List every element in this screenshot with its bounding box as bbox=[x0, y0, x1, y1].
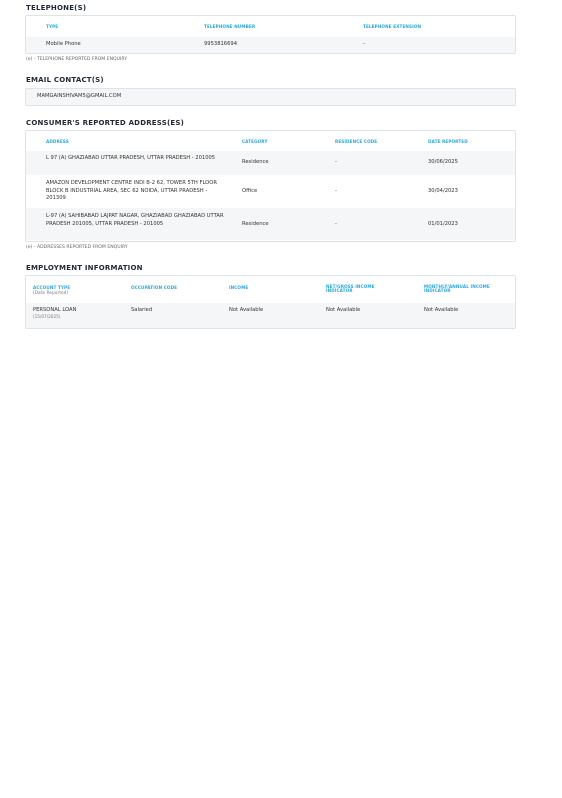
table-row bbox=[26, 175, 515, 208]
col-header-account-type bbox=[33, 285, 70, 296]
address-text: AMAZON DEVELOPMENT CENTRE INDI B-2 62, TOWER 5TH FLOOR BLOCK B INDUSTRIAL AREA, SEC 62 NOIDA, UTTAR PRADESH - 201309 bbox=[46, 180, 217, 202]
employment-monthly-annual: Not Available bbox=[424, 307, 459, 313]
address-residence-code: - bbox=[335, 221, 337, 227]
address-date-reported: 30/06/2025 bbox=[428, 159, 458, 165]
emails-table bbox=[25, 88, 516, 106]
col-header-date-reported: DATE REPORTED bbox=[428, 139, 468, 144]
phone-extension: - bbox=[363, 41, 365, 47]
email-item: MAMGAINSHIVAM5@GMAIL.COM bbox=[37, 93, 122, 99]
telephones-table bbox=[25, 15, 516, 54]
address-category: Office bbox=[242, 188, 258, 194]
telephones-note: (e) - TELEPHONE REPORTED FROM ENQUIRY bbox=[26, 57, 128, 62]
col-header-telephone-number: TELEPHONE NUMBER bbox=[204, 24, 256, 29]
address-text: L 97 (A) GHAZIABAD UTTAR PRADESH, UTTAR PRADESH - 201005 bbox=[46, 155, 216, 161]
addresses-title: CONSUMER'S REPORTED ADDRESS(ES) bbox=[26, 119, 184, 127]
address-category: Residence bbox=[242, 159, 269, 165]
employment-occupation: Salaried bbox=[131, 307, 153, 313]
addresses-note: (e) - ADDRESSES REPORTED FROM ENQUIRY bbox=[26, 245, 128, 250]
address-residence-code: - bbox=[335, 188, 337, 194]
employment-account-type bbox=[33, 307, 76, 320]
employment-table bbox=[25, 275, 516, 329]
col-header-category: CATEGORY bbox=[242, 139, 268, 144]
employment-title: EMPLOYMENT INFORMATION bbox=[26, 264, 143, 272]
col-header-address: ADDRESS bbox=[46, 139, 69, 144]
address-text: L-97 (A) SAHIBABAD LAJPAT NAGAR, GHAZIABAD GHAZIABAD UTTAR PRADESH 201005, UTTAR PRADESH - 201005 bbox=[46, 213, 224, 227]
col-header-type: TYPE bbox=[46, 24, 59, 29]
table-row bbox=[26, 208, 515, 240]
address-date-reported: 30/04/2023 bbox=[428, 188, 458, 194]
account-type-date: (15/07/2025) bbox=[33, 313, 61, 319]
col-header-telephone-extension: TELEPHONE EXTENSION bbox=[363, 24, 422, 29]
address-residence-code: - bbox=[335, 159, 337, 165]
phone-number: 9953816694 bbox=[204, 41, 238, 47]
account-type-header-label: ACCOUNT TYPE bbox=[33, 285, 71, 290]
table-row bbox=[26, 37, 515, 53]
employment-net-gross: Not Available bbox=[326, 307, 361, 313]
employment-income: Not Available bbox=[229, 307, 264, 313]
table-row bbox=[26, 303, 515, 328]
address-category: Residence bbox=[242, 221, 269, 227]
table-row bbox=[26, 151, 515, 175]
phone-type: Mobile Phone bbox=[46, 41, 81, 47]
telephones-title: TELEPHONE(S) bbox=[26, 4, 87, 12]
addresses-table bbox=[25, 130, 516, 242]
account-type-value: PERSONAL LOAN bbox=[33, 307, 77, 313]
col-header-net-gross: NET/GROSS INCOME INDICATOR bbox=[326, 284, 375, 294]
col-header-residence-code: RESIDENCE CODE bbox=[335, 139, 378, 144]
account-type-header-sub: (Date Reported) bbox=[33, 290, 69, 295]
address-date-reported: 01/01/2023 bbox=[428, 221, 458, 227]
col-header-monthly-annual: MONTHLY/ANNUAL INCOME INDICATOR bbox=[424, 284, 490, 294]
col-header-occupation-code: OCCUPATION CODE bbox=[131, 285, 178, 290]
emails-title: EMAIL CONTACT(S) bbox=[26, 76, 104, 84]
col-header-income: INCOME bbox=[229, 285, 249, 290]
